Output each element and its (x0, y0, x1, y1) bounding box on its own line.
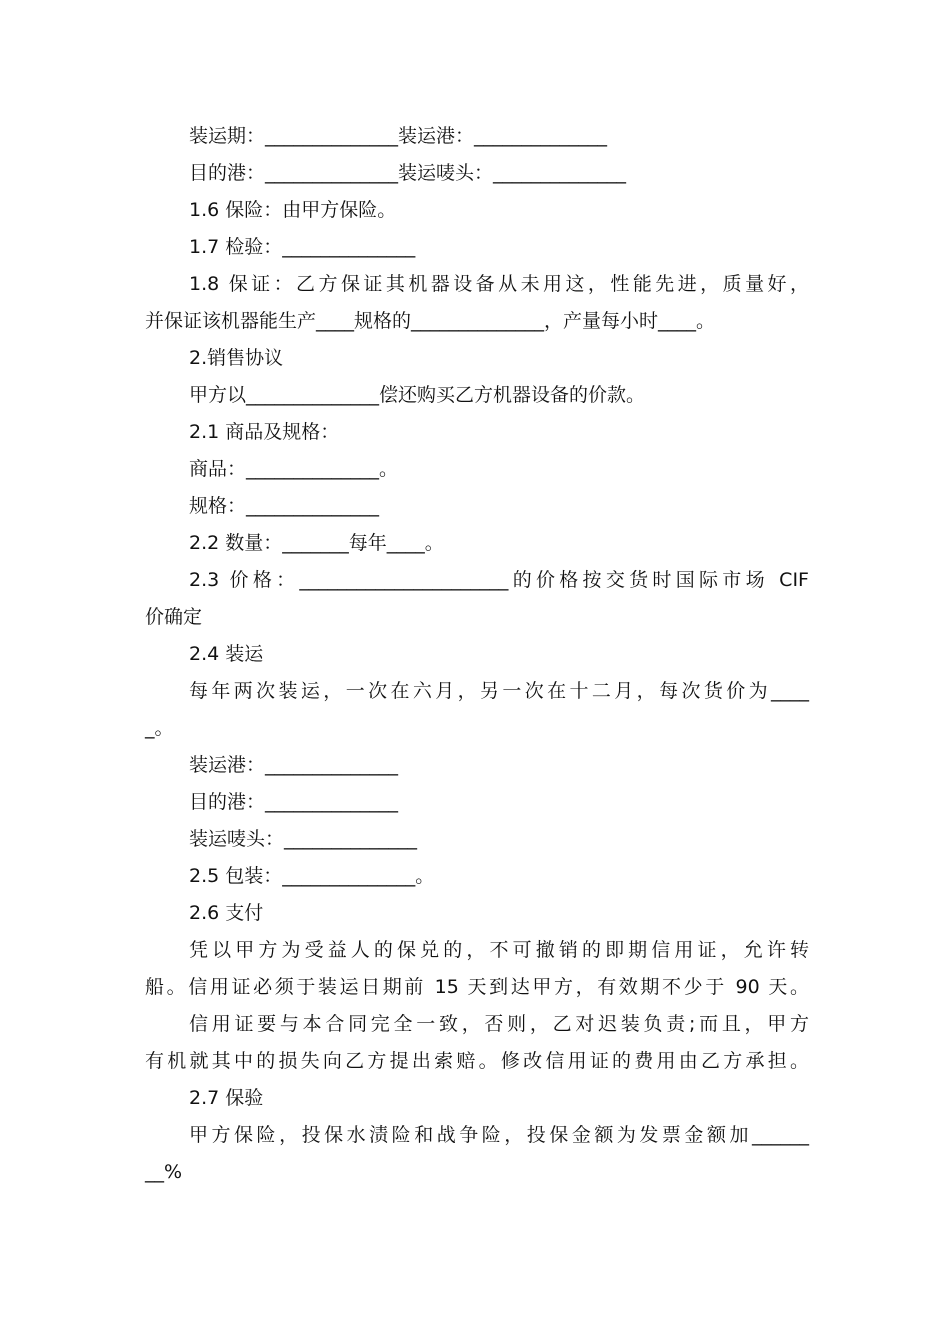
insurance-terms-cont: __% (145, 1161, 183, 1183)
clause-2-5-packing: 2.5 包装：______________。 (189, 865, 435, 887)
credit-compliance-cont: 有机就其中的损失向乙方提出索赔。修改信用证的费用由乙方承担。 (145, 1050, 809, 1072)
clause-2-3-price-cont: 价确定 (145, 606, 203, 628)
clause-1-6-insurance: 1.6 保险：由甲方保险。 (189, 199, 397, 221)
clause-1-8-guarantee-cont: 并保证该机器能生产____规格的______________，产量每小时____。 (145, 310, 716, 332)
shipment-period-port-line: 装运期：______________装运港：______________ (189, 125, 608, 147)
payment-terms-line: 凭以甲方为受益人的保兑的，不可撤销的即期信用证，允许转 (189, 939, 809, 961)
clause-1-7-inspection: 1.7 检验：______________ (189, 236, 416, 258)
payment-terms-cont: 船。信用证必须于装运日期前 15 天到达甲方，有效期不少于 90 天。 (145, 976, 809, 998)
clause-2-7-insurance: 2.7 保验 (189, 1087, 264, 1109)
clause-2-4-shipment: 2.4 装运 (189, 643, 264, 665)
destination-port-line: 目的港：______________ (189, 791, 399, 813)
shipment-schedule-cont: _。 (145, 717, 174, 739)
section-2-sales-agreement: 2.销售协议 (189, 347, 284, 369)
credit-compliance-line: 信用证要与本合同完全一致，否则，乙对迟装负责;而且，甲方 (189, 1013, 809, 1035)
contract-body (145, 118, 809, 1191)
shipment-schedule-line: 每年两次装运，一次在六月，另一次在十二月，每次货价为____ (189, 680, 809, 702)
destination-marks-line: 目的港：______________装运唛头：______________ (189, 162, 627, 184)
shipping-marks-line: 装运唛头：______________ (189, 828, 418, 850)
goods-line: 商品：______________。 (189, 458, 399, 480)
clause-2-3-price: 2.3 价格：______________________的价格按交货时国际市场 CIF (189, 569, 809, 591)
clause-2-2-quantity: 2.2 数量：_______每年____。 (189, 532, 444, 554)
spec-line: 规格：______________ (189, 495, 380, 517)
insurance-terms-line: 甲方保险，投保水渍险和战争险，投保金额为发票金额加______ (189, 1124, 809, 1146)
clause-2-6-payment: 2.6 支付 (189, 902, 264, 924)
loading-port-line: 装运港：______________ (189, 754, 399, 776)
repayment-line: 甲方以______________偿还购买乙方机器设备的价款。 (189, 384, 646, 406)
clause-2-1-goods-spec: 2.1 商品及规格： (189, 421, 340, 443)
clause-1-8-guarantee: 1.8 保证：乙方保证其机器设备从未用这，性能先进，质量好， (189, 273, 809, 295)
